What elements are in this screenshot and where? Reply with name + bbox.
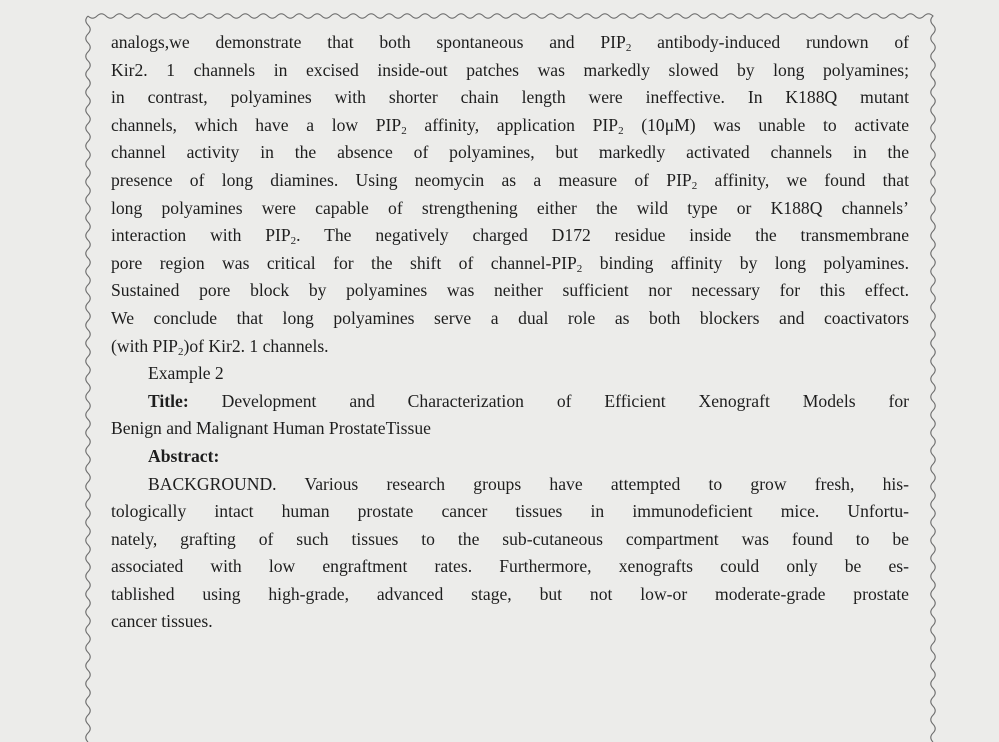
abstract-line-4: associated with low engraftment rates. Furthermore, xenografts could only be es- xyxy=(111,556,909,577)
paragraph-last-line: (with $PIP_2)of$ Kir2. 1 channels. xyxy=(111,335,329,358)
text-line: in contrast, polyamines with shorter chain length were ineffective. In K188Q mutant xyxy=(111,87,909,108)
abstract-line-2: tologically intact human prostate cancer tissues in immunodeficient mice. Unfortu- xyxy=(111,501,909,522)
text-line: analogs,we demonstrate that both spontaneous and $PIP_2$ antibody-induced rundown of xyxy=(111,32,909,54)
title-line-1 xyxy=(111,388,909,416)
text-line: channel activity in the absence of polyamines, but markedly activated channels in the xyxy=(111,142,909,163)
text-line: Kir2. 1 channels in excised inside-out patches was markedly slowed by long polyamines; xyxy=(111,59,909,80)
abstract-line-3: nately, grafting of such tissues to the sub-cutaneous compartment was found to be xyxy=(111,528,909,549)
title-label: Title: xyxy=(148,390,189,411)
text-line: pore region was critical for the shift of channel-$PIP_2$ binding affinity by long polyamines. xyxy=(111,252,910,275)
abstract-line-1: BACKGROUND. Various research groups have attempted to grow fresh, his- xyxy=(148,473,909,494)
wavy-border-left xyxy=(86,16,90,742)
example-label: Example 2 xyxy=(148,363,224,384)
abstract-line-5: tablished using high-grade, advanced stage, but not low-or moderate-grade prostate xyxy=(111,583,909,604)
paragraph-abstract-continuation xyxy=(111,29,909,333)
text-line: long polyamines were capable of strengthening either the wild type or K188Q channels’ xyxy=(111,197,909,218)
text-line: interaction with $PIP_2$. The negatively charged D172 residue inside the transmembrane xyxy=(111,225,909,248)
text-line: We conclude that long polyamines serve a dual role as both blockers and coactivators xyxy=(111,307,909,328)
abstract-line-6: cancer tissues. xyxy=(111,611,213,632)
text-line: presence of long diamines. Using neomycin as a measure of $PIP_2$ affinity, we found that xyxy=(111,169,910,192)
abstract-label: Abstract: xyxy=(148,445,220,466)
text-line: channels, which have a low $PIP_2$ affinity, application $PIP_2$ (10μM) was unable to activate xyxy=(111,114,910,137)
title-text: Development and Characterization of Efficient Xenograft Models for xyxy=(221,390,909,411)
document-body xyxy=(111,29,909,636)
title-line-2: Benign and Malignant Human ProstateTissue xyxy=(111,418,431,439)
text-line: Sustained pore block by polyamines was neither sufficient nor necessary for this effect. xyxy=(111,280,909,301)
